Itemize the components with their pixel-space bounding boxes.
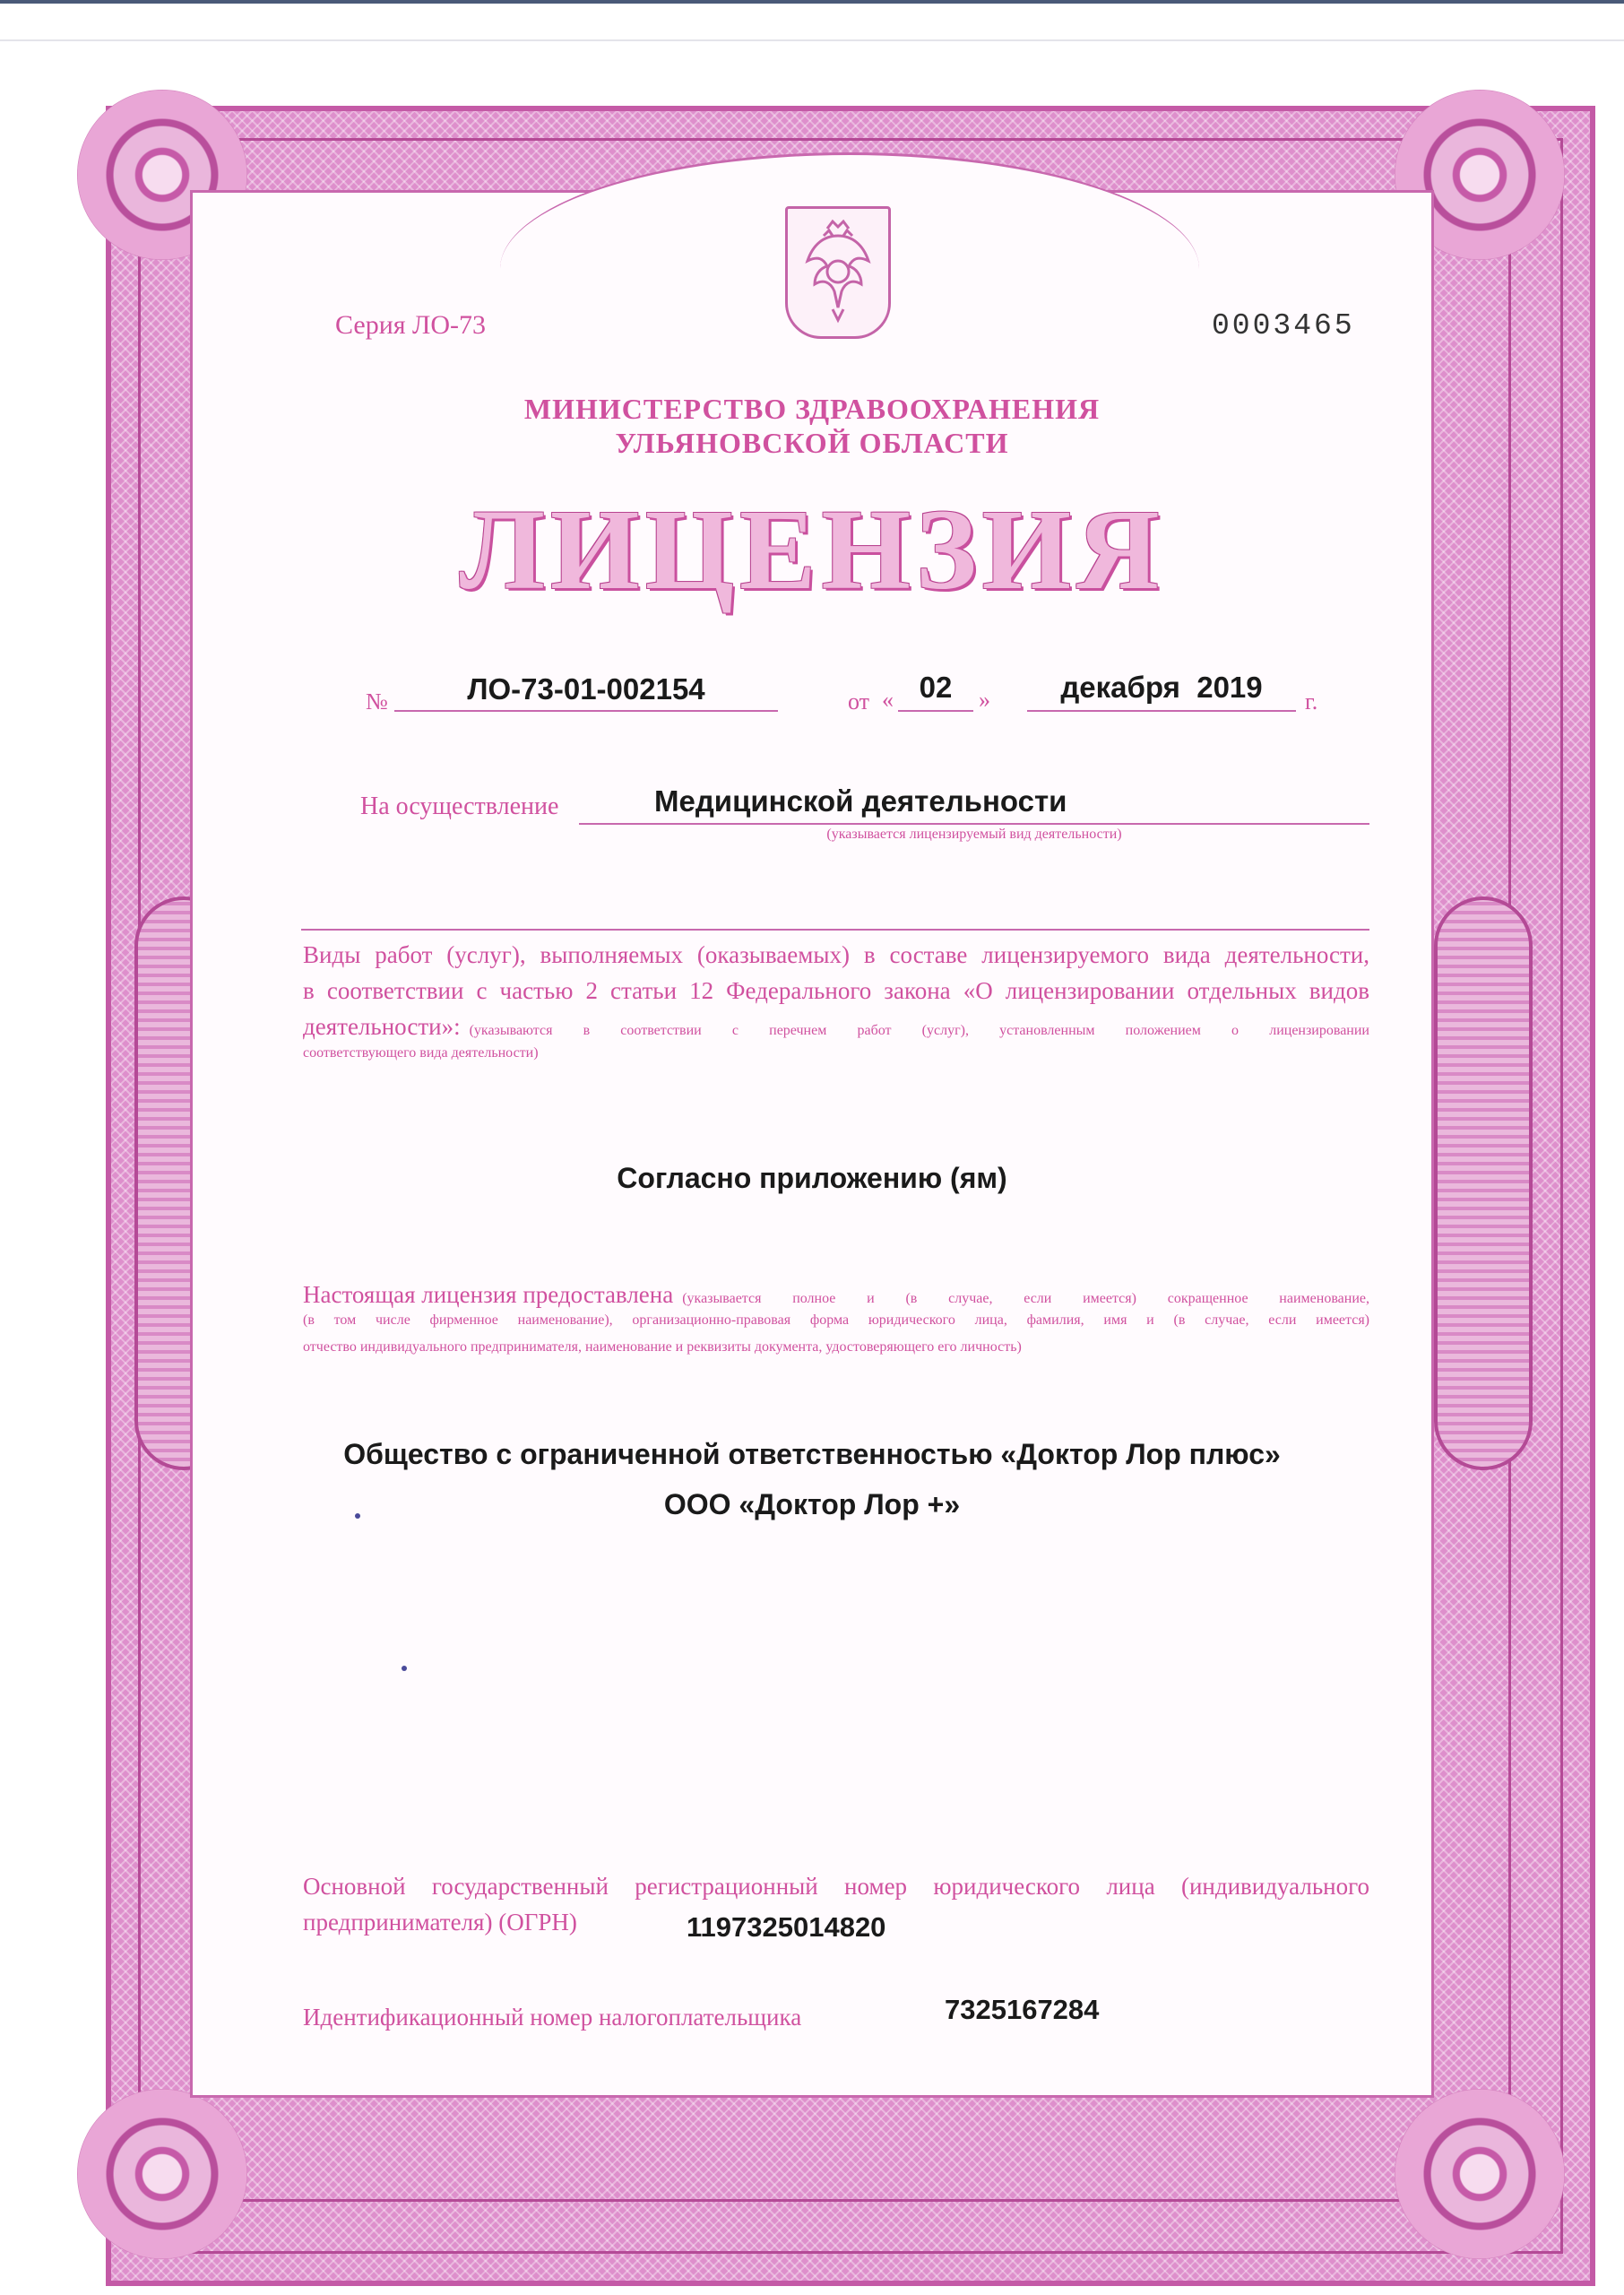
works-text-line-4: соответствующего вида деятельности)	[303, 1045, 539, 1061]
ministry-name-line-2: УЛЬЯНОВСКОЙ ОБЛАСТИ	[615, 427, 1009, 459]
license-date-day: 02	[919, 671, 953, 704]
works-text-line-3	[303, 1009, 1369, 1045]
activity-value: Медицинской деятельности	[654, 784, 1067, 818]
document-panel	[190, 190, 1434, 2098]
activity-underline	[579, 823, 1369, 825]
inn-value: 7325167284	[945, 1994, 1100, 2025]
granted-main: Настоящая лицензия предоставлена	[303, 1281, 674, 1308]
date-open-quote: «	[882, 687, 894, 713]
granted-note-3: отчество индивидуального предпринимателя, наименование и реквизиты документа, удостоверяющего его личность)	[303, 1339, 1022, 1355]
license-series: Серия ЛО-73	[335, 310, 487, 340]
organization-short-name: ООО «Доктор Лор +»	[663, 1488, 961, 1520]
date-from-label: от	[848, 688, 870, 714]
scan-top-edge	[0, 0, 1624, 4]
granted-note-1: (указывается полное и (в случае, если имеется) сокращенное наименование,	[682, 1291, 1369, 1306]
scan-top-shadow	[0, 39, 1624, 41]
license-serial-number: 0003465	[1212, 309, 1355, 342]
works-text-line-1: Виды работ (услуг), выполняемых (оказываемых) в составе лицензируемого вида деятельности,	[303, 941, 1369, 968]
granted-note-2: (в том числе фирменное наименование), организационно-правовая форма юридического лица, фамилия, имя и (в случае, если имеется)	[303, 1312, 1369, 1328]
ogrn-value: 1197325014820	[687, 1911, 886, 1943]
ogrn-label-line-2: предпринимателя) (ОГРН)	[303, 1909, 577, 1936]
ogrn-label-line-1: Основной государственный регистрационный номер юридического лица (индивидуального	[303, 1873, 1369, 1900]
works-value: Согласно приложению (ям)	[617, 1162, 1007, 1194]
scan-speck	[402, 1666, 407, 1671]
scan-speck	[355, 1513, 360, 1519]
document-title: ЛИЦЕНЗИЯ	[459, 486, 1165, 613]
granted-text-line-1	[303, 1277, 1369, 1313]
activity-label: На осуществление	[360, 792, 559, 820]
corner-rosette-bottom-left	[77, 2089, 247, 2259]
organization-full-name: Общество с ограниченной ответственностью «Доктор Лор плюс»	[343, 1438, 1281, 1470]
date-month-underline	[1027, 710, 1296, 712]
number-sign: №	[366, 688, 388, 714]
works-line-3-main: деятельности»:	[303, 1013, 461, 1040]
date-close-quote: »	[979, 687, 990, 713]
works-line-3-note: (указываются в соответствии с перечнем работ (услуг), установленным положением о лицензировании	[469, 1023, 1369, 1038]
date-day-underline	[898, 710, 973, 712]
coat-of-arms-icon	[785, 206, 891, 339]
ministry-name-line-1: МИНИСТЕРСТВО ЗДРАВООХРАНЕНИЯ	[523, 393, 1101, 425]
license-number: ЛО-73-01-002154	[467, 672, 705, 706]
license-date-month-year: декабря 2019	[1060, 671, 1263, 704]
activity-underline-2	[301, 929, 1369, 931]
works-text-line-2: в соответствии с частью 2 статьи 12 Федерального закона «О лицензировании отдельных видов	[303, 977, 1369, 1004]
corner-rosette-bottom-right	[1395, 2089, 1565, 2259]
inn-label: Идентификационный номер налогоплательщика	[303, 2004, 802, 2031]
activity-note: (указывается лицензируемый вид деятельности)	[826, 827, 1122, 842]
license-number-underline	[394, 710, 778, 712]
date-suffix: г.	[1305, 688, 1318, 714]
